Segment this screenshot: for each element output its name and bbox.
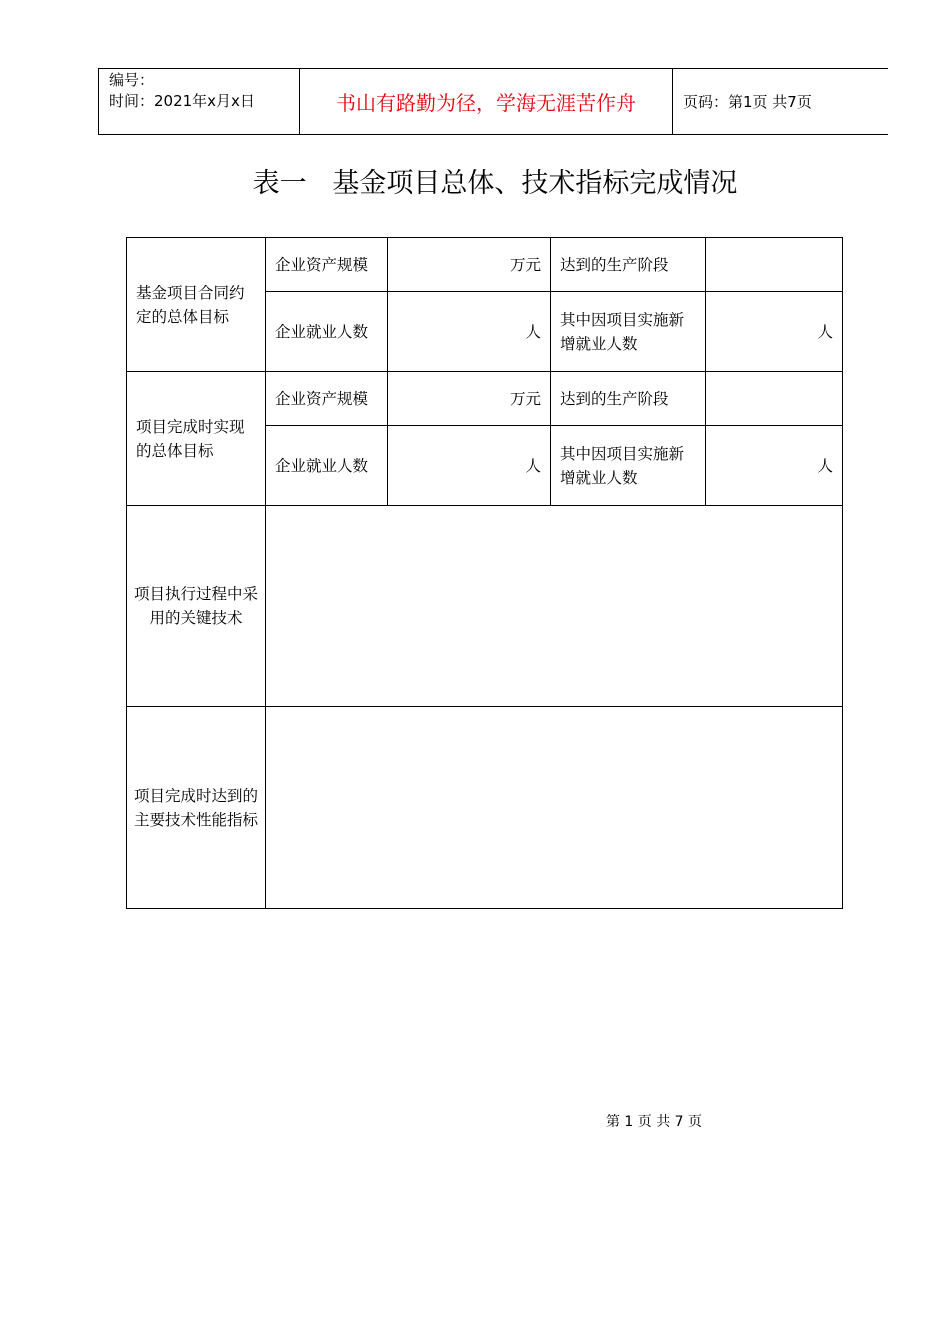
new-employees-value[interactable]: 人	[706, 292, 843, 372]
new-employees-value[interactable]: 人	[706, 426, 843, 506]
document-header	[98, 68, 888, 135]
page-footer: 第 1 页 共 7 页	[605, 1114, 703, 1130]
asset-scale-value[interactable]: 万元	[388, 238, 551, 292]
performance-indicators-label: 项目完成时达到的主要技术性能指标	[127, 707, 266, 909]
production-stage-label: 达到的生产阶段	[551, 372, 706, 426]
table-row	[127, 506, 843, 707]
production-stage-value[interactable]	[706, 372, 843, 426]
completion-table	[126, 237, 843, 909]
header-page-info: 页码：第1页 共7页	[683, 93, 812, 111]
contract-goal-label: 基金项目合同约定的总体目标	[127, 238, 266, 372]
new-employees-label: 其中因项目实施新增就业人数	[551, 292, 706, 372]
employees-value[interactable]: 人	[388, 292, 551, 372]
performance-indicators-value[interactable]	[266, 707, 843, 909]
asset-scale-value[interactable]: 万元	[388, 372, 551, 426]
achieved-goal-label: 项目完成时实现的总体目标	[127, 372, 266, 506]
table-row	[127, 372, 843, 426]
production-stage-label: 达到的生产阶段	[551, 238, 706, 292]
key-technology-value[interactable]	[266, 506, 843, 707]
document-time-label: 时间：2021年x月x日	[109, 92, 255, 110]
new-employees-label: 其中因项目实施新增就业人数	[551, 426, 706, 506]
asset-scale-label: 企业资产规模	[266, 238, 388, 292]
table-row	[127, 707, 843, 909]
production-stage-value[interactable]	[706, 238, 843, 292]
header-motto: 书山有路勤为径，学海无涯苦作舟	[300, 69, 673, 134]
asset-scale-label: 企业资产规模	[266, 372, 388, 426]
header-meta-cell	[99, 69, 300, 134]
employees-value[interactable]: 人	[388, 426, 551, 506]
table-title: 表一 基金项目总体、技术指标完成情况	[252, 168, 738, 199]
document-code-label: 编号：	[109, 71, 155, 89]
employees-label: 企业就业人数	[266, 426, 388, 506]
key-technology-label: 项目执行过程中采用的关键技术	[127, 506, 266, 707]
employees-label: 企业就业人数	[266, 292, 388, 372]
table-row	[127, 238, 843, 292]
